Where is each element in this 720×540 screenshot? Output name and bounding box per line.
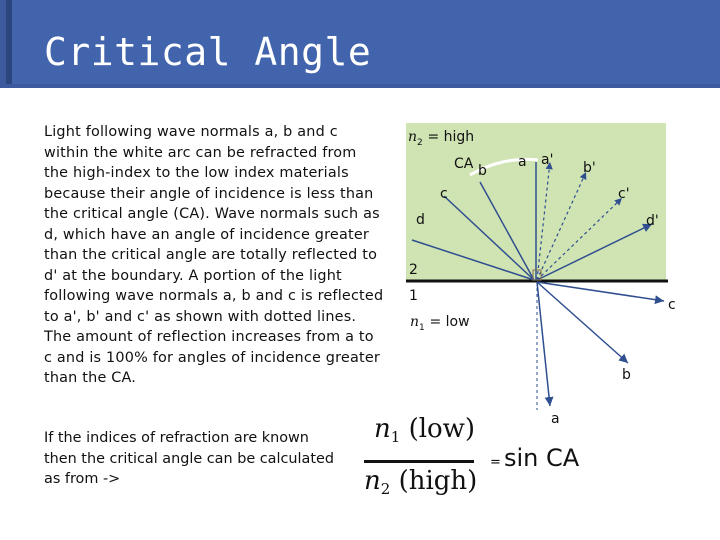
label-n2-sub: 2 [417,138,423,148]
label-n2-rest: = high [423,129,475,145]
label-d: d [416,212,425,228]
label-refracted-b: b [622,367,631,383]
critical-angle-diagram [400,120,700,430]
calculation-paragraph: If the indices of refraction are known then the critical angle can be calculated as from -> [44,430,334,487]
label-medium-1: 1 [409,288,418,304]
numerator-subscript: 1 [390,428,401,446]
explanation-paragraph: Light following wave normals a, b and c within the white arc can be refracted from the high-index to the low index materials because their angle of incidence is less than the critical angle (CA). Wave normals such as d, which have an angle of incidence greater than the critical angle are totally reflected to d' at the boundary. A portion of the light following wave normals a, b and c is reflected to a', b' and c' as shown with dotted lines. The amount of reflection increases from a to c and is 100% for angles of incidence greater than the CA. [44,124,384,386]
label-refracted-a: a [551,411,560,427]
label-n1: n [410,314,420,330]
label-n1-sub: 1 [419,323,425,333]
label-ca: CA [454,156,474,172]
label-n1-rest: = low [425,314,470,330]
label-a-prime: a' [541,152,554,168]
formula-denominator [364,466,477,498]
slide-title: Critical Angle [44,30,372,74]
formula-numerator [374,414,475,446]
refracted-a [537,282,550,406]
denominator-subscript: 2 [380,480,391,498]
label-d-prime: d' [646,213,659,229]
label-b: b [478,163,487,179]
numerator-symbol: n [374,414,391,444]
label-c-prime: c' [618,186,630,202]
formula-fraction [360,414,480,504]
label-c: c [440,186,448,202]
numerator-label: (low) [408,414,476,444]
label-refracted-c: c [668,297,676,313]
denominator-label: (high) [398,466,478,496]
formula-equals: = [490,455,501,470]
label-b-prime: b' [583,160,596,176]
label-a: a [518,154,527,170]
denominator-symbol: n [364,466,381,496]
fraction-bar [364,460,474,463]
formula-result: sin CA [504,444,580,472]
label-medium-2: 2 [409,262,418,278]
label-n2: n [408,129,418,145]
